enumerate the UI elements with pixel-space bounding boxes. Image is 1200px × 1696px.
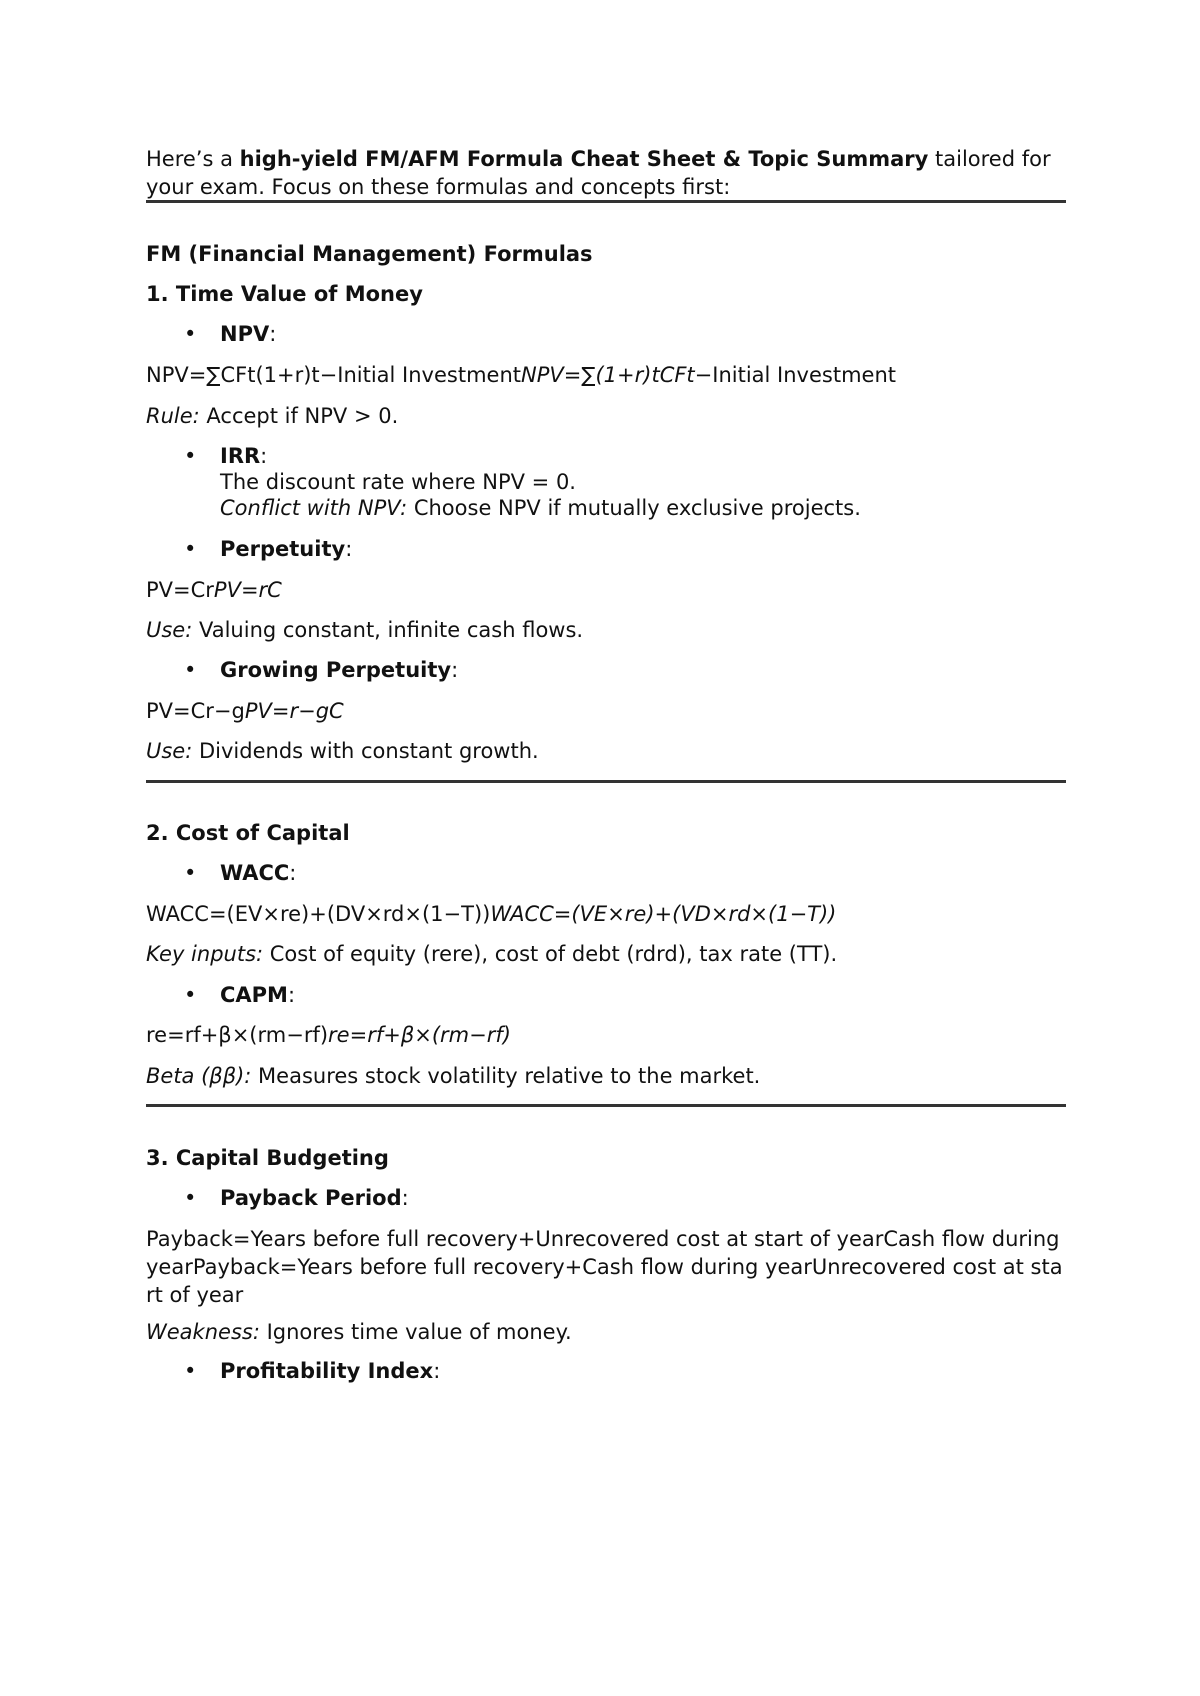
divider [146, 1104, 1066, 1107]
bullet-dot: • [184, 983, 197, 1007]
intro-paragraph: Here’s a high-yield FM/AFM Formula Cheat Sheet & Topic Summary tailored for your exam. Focus on these formulas and concepts first: [146, 147, 1051, 199]
perpetuity-use: Use: Valuing constant, infinite cash flows. [146, 618, 584, 642]
divider [146, 200, 1066, 203]
wacc-formula: WACC=(EV×re)+(DV×rd×(1−T))WACC=(VE×re)+(VD×rd×(1−T)) [146, 902, 837, 926]
bullet-dot: • [184, 1359, 197, 1383]
npv-formula: NPV=∑CFt(1+r)t−Initial InvestmentNPV=∑(1+r)tCFt−Initial Investment [146, 363, 896, 387]
bullet-dot: • [184, 444, 197, 468]
beta-note: Beta (ββ): Measures stock volatility relative to the market. [146, 1064, 761, 1088]
section-title-cost-of-capital: 2. Cost of Capital [146, 821, 350, 845]
growing-perpetuity-formula: PV=Cr−gPV=r−gC [146, 699, 344, 723]
intro-bold: high-yield FM/AFM Formula Cheat Sheet & Topic Summary [239, 147, 929, 171]
section-title-capital-budgeting: 3. Capital Budgeting [146, 1146, 389, 1170]
capm-formula: re=rf+β×(rm−rf)re=rf+β×(rm−rf) [146, 1023, 511, 1047]
irr-definition: The discount rate where NPV = 0. [220, 470, 576, 494]
bullet-dot: • [184, 322, 197, 346]
bullet-dot: • [184, 537, 197, 561]
irr-conflict: Conflict with NPV: Choose NPV if mutually exclusive projects. [220, 496, 861, 520]
fm-title: FM (Financial Management) Formulas [146, 242, 593, 266]
npv-rule: Rule: Accept if NPV > 0. [146, 404, 399, 428]
bullet-dot: • [184, 658, 197, 682]
divider [146, 780, 1066, 783]
payback-formula: Payback=Years before full recovery+Unrecovered cost at start of yearCash flow during yearPayback=Years before full recovery+Cash flow during yearUnrecovered cost at start of year [146, 1227, 1063, 1307]
payback-weakness: Weakness: Ignores time value of money. [146, 1320, 572, 1344]
wacc-key-inputs: Key inputs: Cost of equity (rere), cost of debt (rdrd), tax rate (TT). [146, 942, 838, 966]
bullet-dot: • [184, 861, 197, 885]
perpetuity-formula: PV=CrPV=rC [146, 578, 282, 602]
section-title-tvm: 1. Time Value of Money [146, 282, 423, 306]
bullet-dot: • [184, 1186, 197, 1210]
growing-perpetuity-use: Use: Dividends with constant growth. [146, 739, 539, 763]
